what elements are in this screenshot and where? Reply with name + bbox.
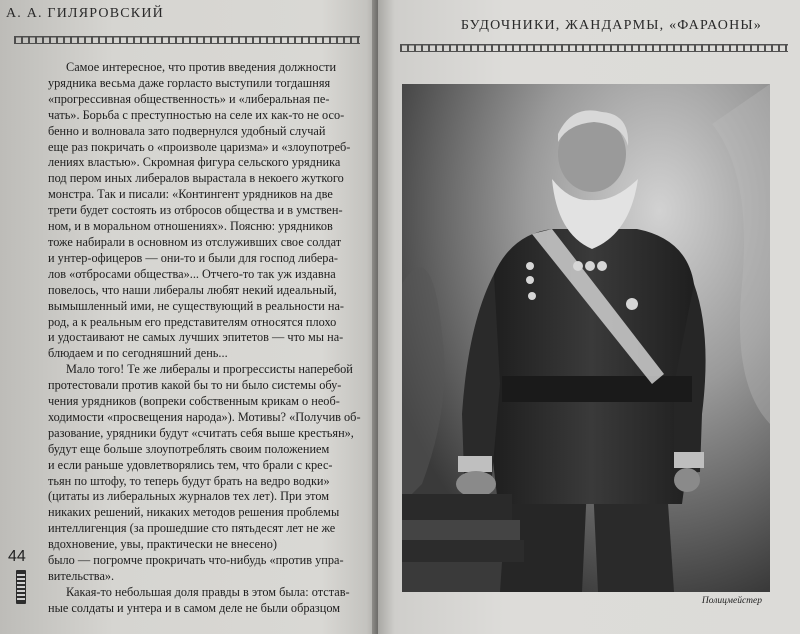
running-head-right: БУДОЧНИКИ, ЖАНДАРМЫ, «ФАРАОНЫ» — [460, 18, 762, 33]
text-line: никаких решений, никаких методов решения проблемы — [48, 505, 340, 520]
greek-key-ornament-right — [400, 44, 788, 52]
text-line: Мало того! Те же либералы и прогрессисты наперебой — [66, 362, 353, 377]
text-line: протестовали против какой бы то ни было системы обу- — [48, 378, 342, 393]
text-line: трети будет состоять из отбросов общества и в умствен- — [48, 203, 343, 218]
text-line: ном, и в моральном отношениях». Поясню: урядников — [48, 219, 333, 234]
text-line: лов «отбросами общества»... Отчего-то так уж издавна — [48, 266, 336, 281]
text-line: род, а к реальным его представителям относятся плохо — [48, 314, 337, 329]
text-line: Какая-то небольшая доля правды в этом была: отстав- — [66, 584, 350, 599]
text-line: (цитаты из либеральных журналов тех лет). При этом — [48, 489, 330, 504]
text-line: вдохновение, увы, практически не внесено) — [48, 537, 277, 552]
text-line: вительства». — [48, 569, 115, 583]
text-line: повелось, что наши либералы любят некий идеальный, — [48, 282, 337, 297]
text-line: ные солдаты и унтера и в самом деле не были образцом — [48, 600, 341, 615]
text-line: вымышленный ими, не существующий в реальности на- — [48, 298, 344, 313]
portrait-photo — [402, 84, 770, 592]
left-page — [0, 0, 378, 634]
text-line: и унтер-офицеров — они-то и были для господ либера- — [48, 250, 338, 265]
text-line: под пером иных либералов вырастала в некоего жуткого — [48, 171, 344, 186]
left-body-text — [48, 60, 364, 617]
right-page — [378, 0, 800, 634]
photo-caption: Полицмейстер — [701, 596, 762, 606]
text-line: было — погромче прокричать что-нибудь «против упра- — [48, 553, 344, 568]
page-number: 44 — [8, 548, 26, 565]
text-line: интеллигенция (за прошедшие сто пятьдесят лет не же — [48, 521, 336, 536]
text-line: будут еще больше злоупотреблять своим положением — [48, 441, 330, 456]
margin-tab-icon — [16, 570, 26, 604]
text-line: чать». Борьба с преступностью на селе их как-то не осо- — [48, 107, 345, 122]
text-line: и если раньше удовлетворялись тем, что брали с крес- — [48, 457, 333, 472]
running-head-left: А. А. ГИЛЯРОВСКИЙ — [6, 6, 164, 21]
text-line: лениях властью». Скромная фигура сельского урядника — [48, 155, 341, 170]
text-line: и удостаивают не самых лучших эпитетов — что мы на- — [48, 330, 344, 345]
text-line: чения урядников (вопреки собственным крикам о необ- — [48, 394, 340, 409]
text-line: бенно и волновала зато подвернулся удобный случай — [48, 123, 326, 138]
text-line: урядника весьма даже горласто выступили тогдашняя — [48, 75, 331, 90]
text-line: монстра. Так и писали: «Контингент урядников на две — [48, 187, 333, 202]
text-line: ходимости «просвещения народа»). Мотивы? «Получив об- — [48, 409, 361, 424]
text-line: разование, урядники будут «считать себя выше крестьян», — [48, 425, 354, 440]
text-line: блюдаем и по сегодняшний день... — [48, 346, 228, 361]
greek-key-ornament-left — [14, 36, 360, 44]
text-line: тоже набирали в основном из отслуживших свое солдат — [48, 234, 342, 249]
text-line: еще раз покричать о «произволе царизма» и «злоупотреб- — [48, 139, 351, 154]
text-line: «прогрессивная общественность» и «либеральная пе- — [48, 91, 330, 106]
officer-portrait-illustration — [402, 84, 770, 592]
text-line: Самое интересное, что против введения должности — [66, 60, 337, 74]
text-line: тьян по штофу, то теперь будут брать на ведро водки» — [48, 473, 330, 488]
